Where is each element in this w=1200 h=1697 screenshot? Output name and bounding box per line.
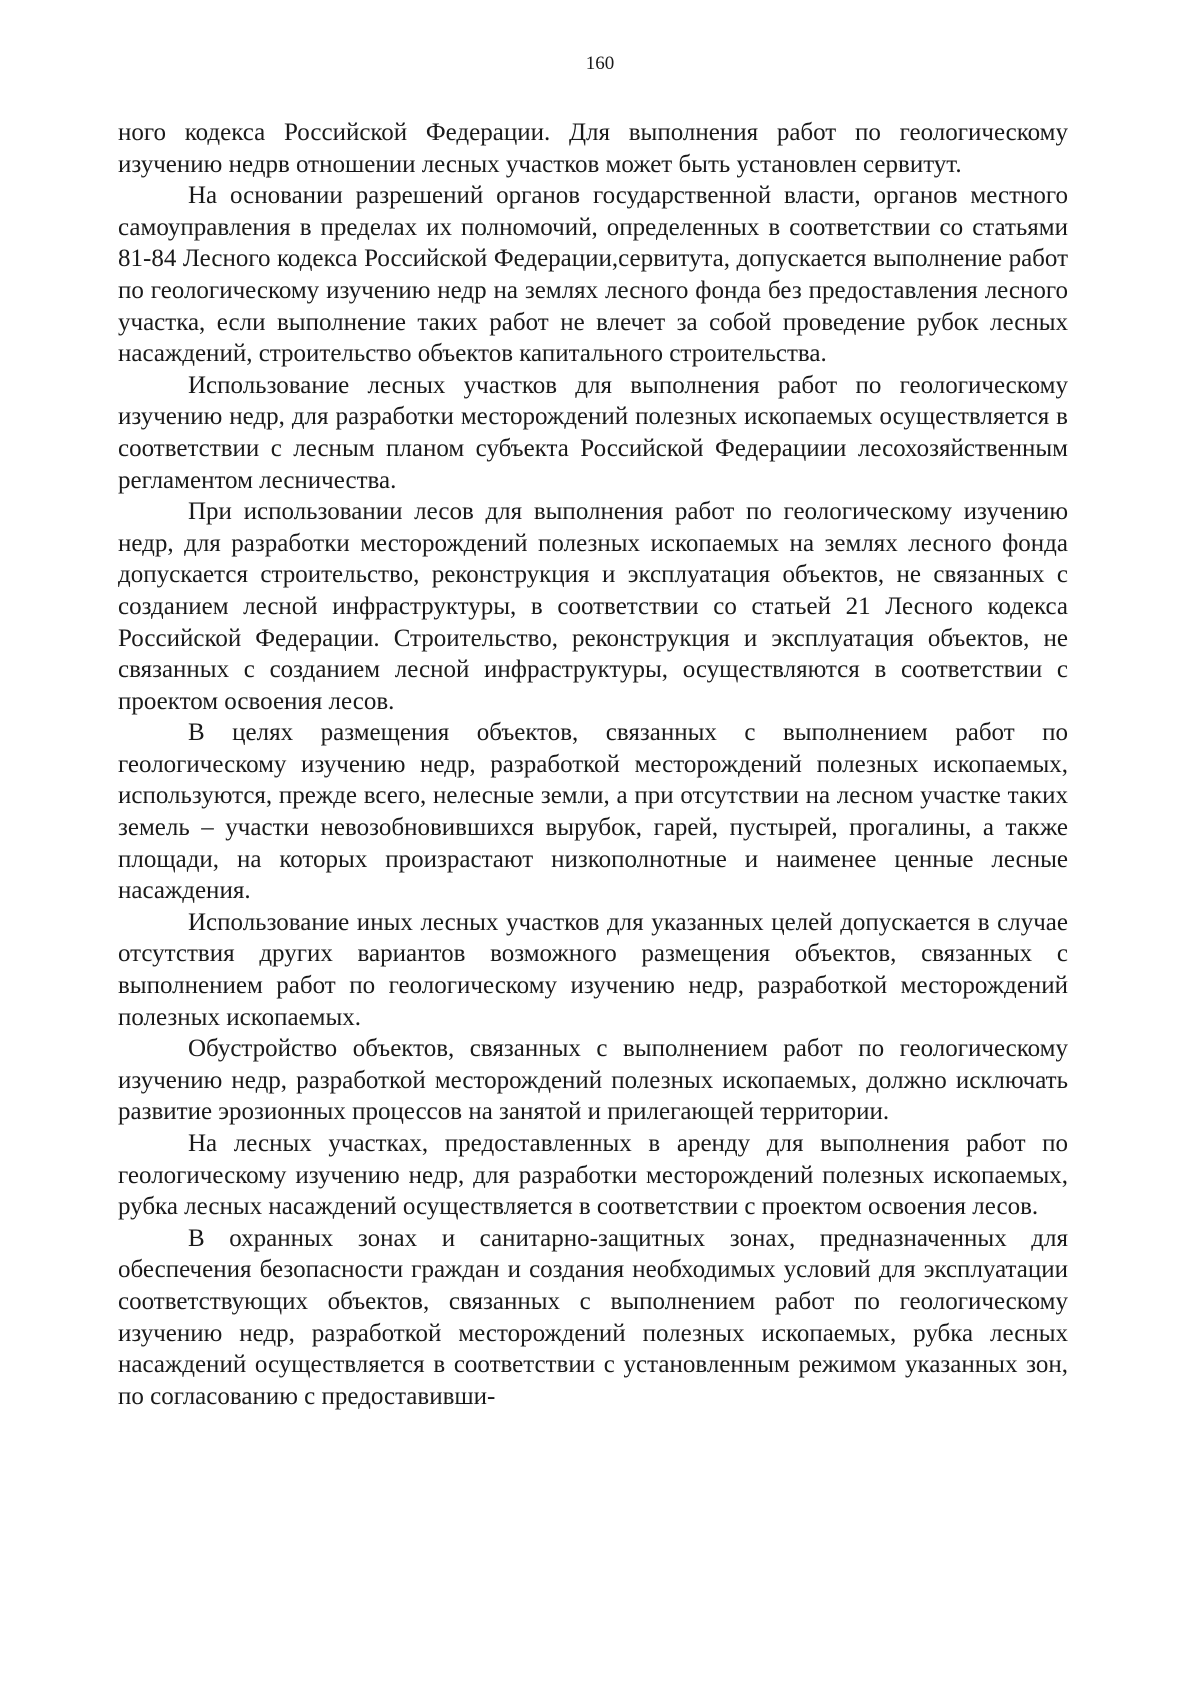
paragraph-7: Обустройство объектов, связанных с выполнением работ по геологическому изучению недр, разработкой месторождений полезных ископаемых, должно исключать развитие эрозионных процессов на занятой и прилегающей территории. [118, 1035, 1068, 1126]
paragraph-5: В целях размещения объектов, связанных с выполнением работ по геологическому изучению недр, разработкой месторождений полезных ископаемых, используются, прежде всего, нелесные земли, а при отсутствии на лесном участке таких земель – участки невозобновившихся вырубок, гарей, пустырей, прогалины, а также площади, на которых произрастают низкополнотные и наименее ценные лесные насаждения. [118, 719, 1068, 905]
paragraph-9: В охранных зонах и санитарно-защитных зонах, предназначенных для обеспечения безопасности граждан и создания необходимых условий для эксплуатации соответствующих объектов, связанных с выполнением работ по геологическому изучению недр, разработкой месторождений полезных ископаемых, рубка лесных насаждений осуществляется в соответствии с установленным режимом указанных зон, по согласованию с предоставивши- [118, 1224, 1068, 1410]
page-number: 160 [585, 53, 615, 74]
paragraph-2: На основании разрешений органов государственной власти, органов местного самоуправления в пределах их полномочий, определенных в соответствии со статьями 81-84 Лесного кодекса Российской Федерации,сервитута, допускается выполнение работ по геологическому изучению недр на землях лесного фонда без предоставления лесного участка, если выполнение таких работ не влечет за собой проведение рубок лесных насаждений, строительство объектов капитального строительства. [118, 182, 1068, 368]
paragraph-8: На лесных участках, предоставленных в аренду для выполнения работ по геологическому изучению недр, для разработки месторождений полезных ископаемых, рубка лесных насаждений осуществляется в соответствии с проектом освоения лесов. [118, 1130, 1068, 1221]
document-body [118, 117, 1068, 1412]
paragraph-4: При использовании лесов для выполнения работ по геологическому изучению недр, для разработки месторождений полезных ископаемых на землях лесного фонда допускается строительство, реконструкция и эксплуатация объектов, не связанных с созданием лесной инфраструктуры, в соответствии со статьей 21 Лесного кодекса Российской Федерации. Строительство, реконструкция и эксплуатация объектов, не связанных с созданием лесной инфраструктуры, осуществляются в соответствии с проектом освоения лесов. [118, 498, 1068, 715]
paragraph-3: Использование лесных участков для выполнения работ по геологическому изучению недр, для разработки месторождений полезных ископаемых осуществляется в соответствии с лесным планом субъекта Российской Федерациии лесохозяйственным регламентом лесничества. [118, 371, 1068, 494]
paragraph-6: Использование иных лесных участков для указанных целей допускается в случае отсутствия других вариантов возможного размещения объектов, связанных с выполнением работ по геологическому изучению недр, разработкой месторождений полезных ископаемых. [118, 908, 1068, 1031]
paragraph-1: ного кодекса Российской Федерации. Для выполнения работ по геологическому изучению недрв отношении лесных участков может быть установлен сервитут. [118, 119, 1068, 178]
